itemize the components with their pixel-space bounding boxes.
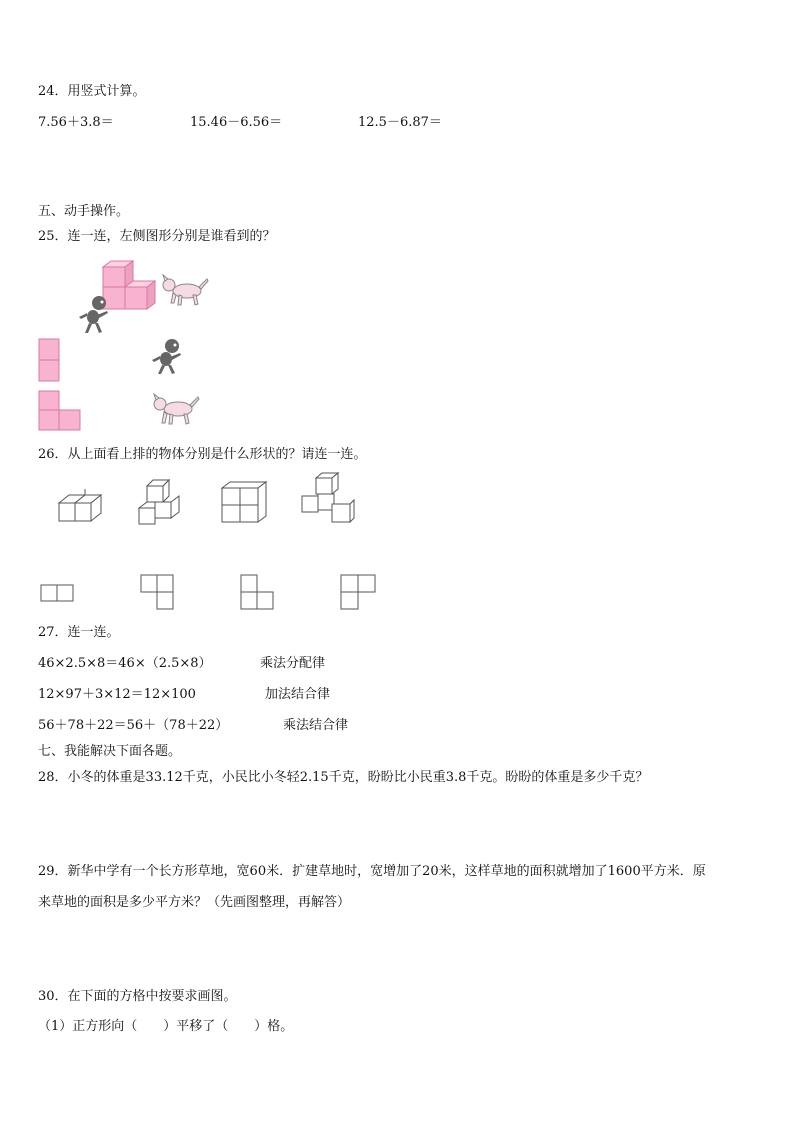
- q28-text: 28．小冬的体重是33.12千克，小民比小冬轻2.15千克，盼盼比小民重3.8千克。盼盼的体重是多少千克？: [38, 770, 649, 785]
- q26-top-view-4: [340, 574, 378, 612]
- q24-expr-1: 7.56＋3.8＝: [38, 115, 114, 130]
- q24-expr-2: 15.46－6.56＝: [190, 115, 283, 130]
- q27-expr-2: 12×97＋3×12＝12×100: [38, 687, 196, 702]
- q29-line-2: 来草地的面积是多少平方米？（先画图整理，再解答）: [38, 895, 351, 910]
- q27-law-1: 乘法分配律: [260, 656, 326, 671]
- dog-icon: [150, 393, 202, 429]
- q27-expr-1: 46×2.5×8＝46×（2.5×8）: [38, 656, 212, 671]
- q27-title: 27．连一连。: [38, 625, 120, 640]
- q24-title: 24．用竖式计算。: [38, 84, 146, 99]
- q25-title: 25．连一连，左侧图形分别是谁看到的？: [38, 229, 276, 244]
- section-7-heading: 七、我能解决下面各题。: [38, 744, 182, 759]
- q25-shape-two-stacked: [38, 338, 62, 384]
- q26-top-view-3: [240, 574, 276, 612]
- dog-icon: [163, 275, 208, 305]
- q26-title: 26．从上面看上排的物体分别是什么形状的？请连一连。: [38, 447, 367, 462]
- section-5-heading: 五、动手操作。: [38, 204, 130, 219]
- q25-cube-scene: [75, 255, 215, 340]
- monkey-icon: [79, 296, 108, 333]
- q25-shape-l-shape: [38, 390, 84, 432]
- q26-object-1: [55, 485, 105, 525]
- q27-law-2: 加法结合律: [265, 687, 331, 702]
- monkey-icon: [148, 336, 192, 376]
- q27-expr-3: 56＋78＋22＝56＋（78＋22）: [38, 718, 229, 733]
- q26-top-view-1: [40, 584, 76, 604]
- q26-object-2: [135, 478, 187, 530]
- q26-top-view-2: [140, 574, 176, 612]
- q24-expr-3: 12.5－6.87＝: [358, 115, 442, 130]
- q26-object-4: [298, 472, 356, 526]
- q30-title: 30．在下面的方格中按要求画图。: [38, 989, 237, 1004]
- q29-line-1: 29．新华中学有一个长方形草地，宽60米．扩建草地时，宽增加了20米，这样草地的面积就增加了1600平方米．原: [38, 864, 706, 879]
- q26-object-3: [220, 478, 270, 526]
- pink-cube-stack: [103, 261, 155, 309]
- q27-law-3: 乘法结合律: [283, 718, 349, 733]
- q30-sub-1: （1）正方形向（ ）平移了（ ）格。: [38, 1019, 294, 1034]
